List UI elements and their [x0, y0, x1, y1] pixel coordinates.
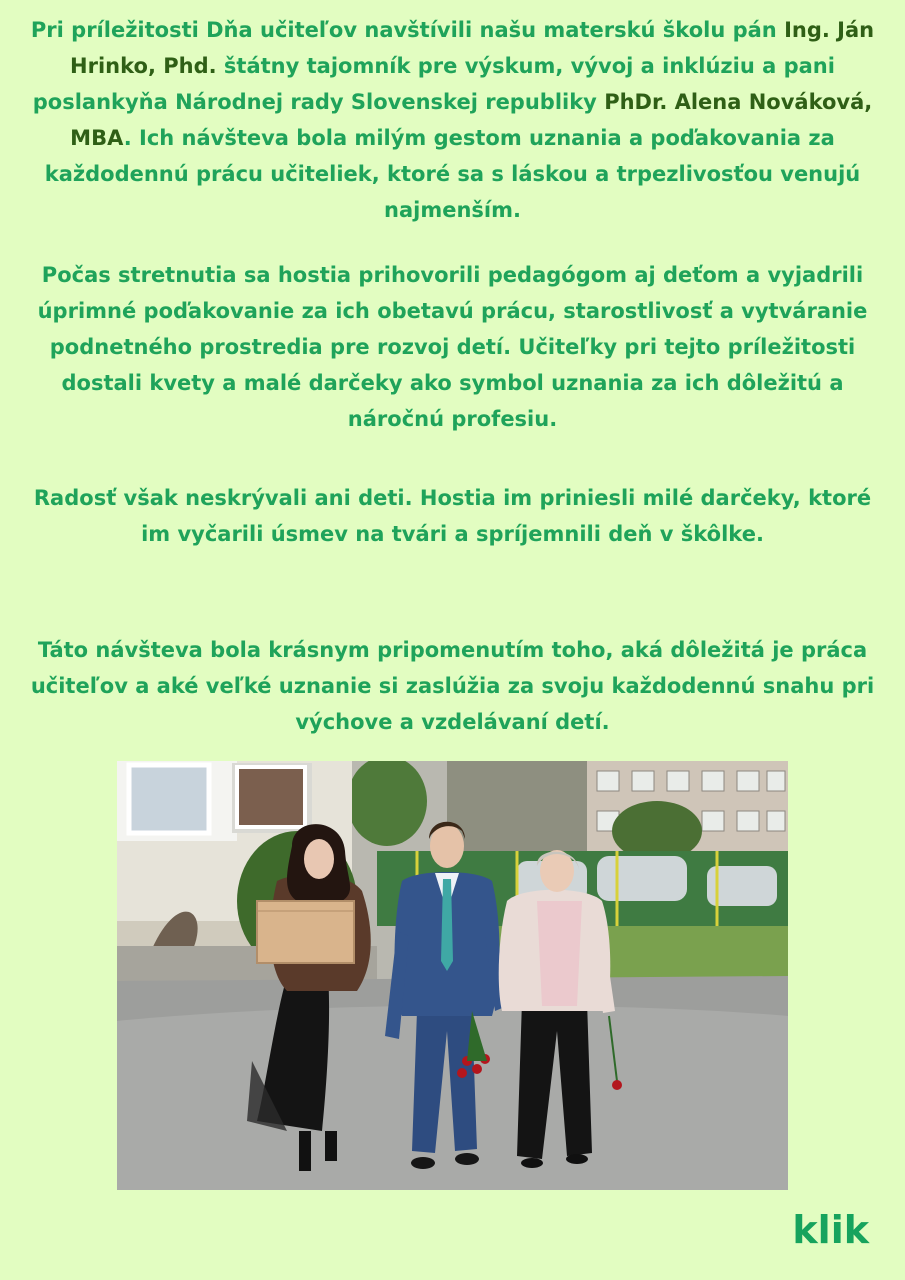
paragraph-intro	[20, 12, 885, 228]
visit-photo	[117, 761, 788, 1190]
paragraph-meeting: Počas stretnutia sa hostia prihovorili pedagógom aj deťom a vyjadrili úprimné poďakovanie za ich obetavú prácu, starostlivosť a vytváranie podnetného prostredia pre rozvoj detí. Učiteľky pri tejto príležitosti dostali kvety a malé darčeky ako symbol uznania za ich dôležitú a náročnú profesiu.	[37, 263, 868, 431]
intro-text-1: Pri príležitosti Dňa učiteľov navštívili našu materskú školu pán	[30, 18, 777, 42]
guest-name-novakova: PhDr. Alena Nováková, MBA	[70, 90, 873, 150]
intro-text-3: . Ich návšteva bola milým gestom uznania a poďakovania za každodennú prácu učiteliek, ktoré sa s láskou a trpezlivosťou venujú najmenším.	[44, 126, 861, 222]
intro-text-2: štátny tajomník pre výskum, vývoj a inklúziu a pani poslankyňa Národnej rady Slovenskej republiky	[32, 54, 835, 114]
guest-name-hrinko: Ing. Ján Hrinko, Phd.	[70, 18, 875, 78]
paragraph-conclusion: Táto návšteva bola krásnym pripomenutím toho, aká dôležitá je práca učiteľov a aké veľké uznanie si zaslúžia za svoju každodennú snahu pri výchove a vzdelávaní detí.	[30, 638, 875, 734]
klik-logo: klik	[792, 1208, 869, 1252]
paragraph-children: Radosť však neskrývali ani deti. Hostia im priniesli milé darčeky, ktoré im vyčarili úsmev na tvári a spríjemnili deň v škôlke.	[33, 486, 872, 546]
